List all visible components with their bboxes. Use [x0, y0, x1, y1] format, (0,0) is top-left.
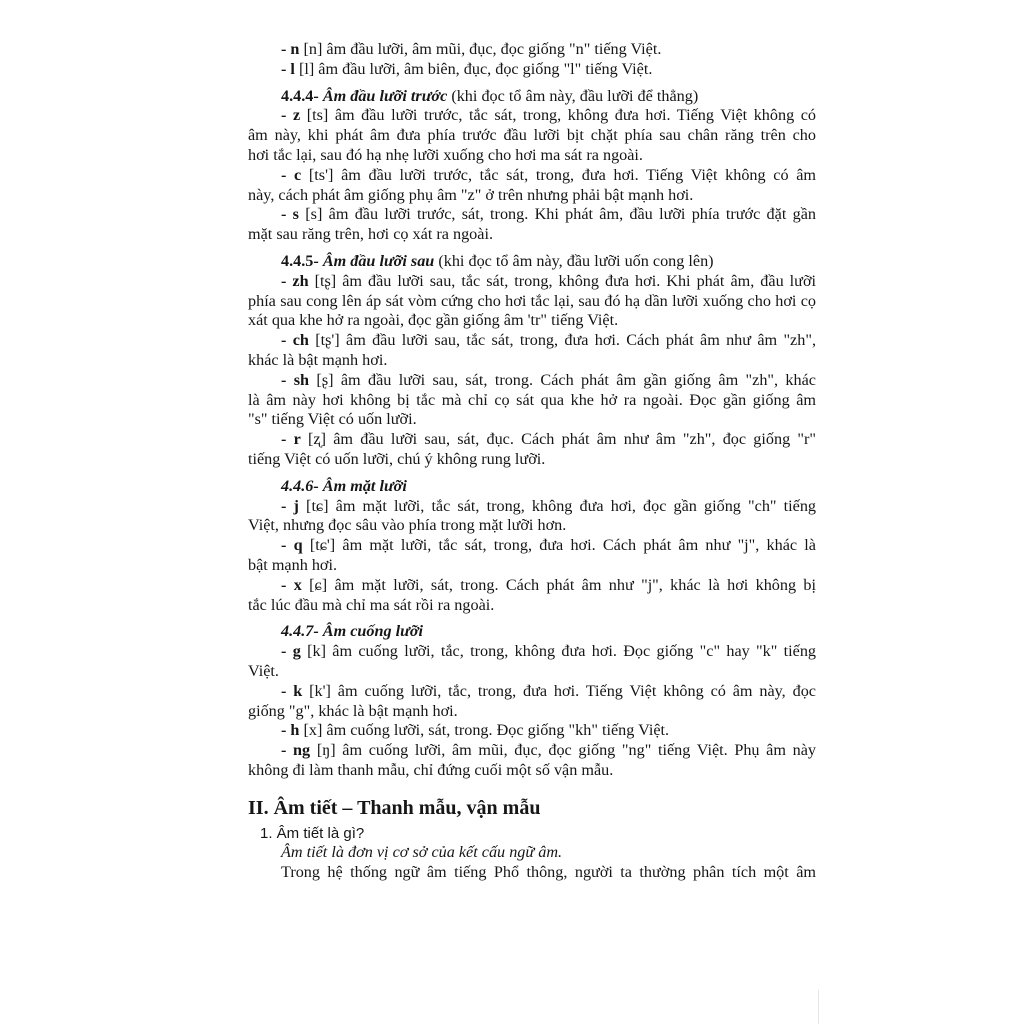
entry-zh-line-1: - zh [tʂ] âm đầu lưỡi sau, tắc sát, trong, không đưa hơi. Khi phát âm, đầu lưỡi: [281, 271, 816, 290]
entry-ng-line-1: - ng [ŋ] âm cuống lưỡi, âm mũi, đục, đọc giống "ng" tiếng Việt. Phụ âm này: [281, 741, 816, 760]
entry-s-line-2: mặt sau răng trên, hơi cọ xát ra ngoài.: [248, 225, 493, 244]
section-4-4-4-heading: 4.4.4- Âm đầu lưỡi trước (khi đọc tổ âm này, đầu lưỡi để thẳng): [281, 86, 699, 105]
section-ii-heading: II. Âm tiết – Thanh mẫu, vận mẫu: [248, 796, 541, 819]
entry-q-line-1: - q [tɕ'] âm mặt lưỡi, tắc sát, trong, đưa hơi. Cách phát âm như "j", khác là: [281, 536, 816, 555]
entry-x-line-1: - x [ɕ] âm mặt lưỡi, sát, trong. Cách phát âm như "j", khác là hơi không bị: [281, 575, 816, 594]
entry-sh-line-2: là âm này hơi không bị tắc mà chỉ cọ sát qua khe hở ra ngoài. Đọc gần giống âm: [248, 390, 816, 409]
entry-ch-line-1: - ch [tʂ'] âm đầu lưỡi sau, tắc sát, trong, đưa hơi. Cách phát âm như âm "zh",: [281, 331, 816, 350]
entry-c-line-2: này, cách phát âm giống phụ âm "z" ở trên nhưng phải bật mạnh hơi.: [248, 185, 694, 204]
entry-sh-line-1: - sh [ʂ] âm đầu lưỡi sau, sát, trong. Cách phát âm gần giống âm "zh", khác: [281, 370, 816, 389]
entry-x-line-2: tắc lúc đầu mà chỉ ma sát rồi ra ngoài.: [248, 595, 495, 614]
entry-l: - l [l] âm đầu lưỡi, âm biên, đục, đọc giống "l" tiếng Việt.: [281, 59, 653, 78]
subsection-1-heading: 1. Âm tiết là gì?: [260, 824, 365, 842]
entry-c-line-1: - c [ts'] âm đầu lưỡi trước, tắc sát, trong, đưa hơi. Tiếng Việt không có âm: [281, 165, 817, 184]
entry-q-line-2: bật mạnh hơi.: [248, 555, 338, 574]
entry-j-line-2: Việt, nhưng đọc sâu vào phía trong mặt lưỡi hơn.: [248, 516, 567, 535]
entry-s-line-1: - s [s] âm đầu lưỡi trước, sát, trong. Khi phát âm, đầu lưỡi phía trước đặt gần: [281, 205, 816, 224]
entry-r-line-1: - r [ʐ] âm đầu lưỡi sau, sát, đục. Cách phát âm như âm "zh", đọc giống "r": [281, 430, 816, 449]
entry-n: - n [n] âm đầu lưỡi, âm mũi, đục, đọc giống "n" tiếng Việt.: [281, 40, 662, 58]
entry-z-line-2: âm này, khi phát âm đưa phía trước đầu lưỡi bịt chặt phía sau chân răng trên cho: [248, 126, 816, 145]
entry-r-line-2: tiếng Việt có uốn lưỡi, chú ý không rung lưỡi.: [248, 449, 546, 468]
text-column: [248, 40, 816, 883]
entry-ng-line-2: không đi làm thanh mẫu, chỉ đứng cuối một số vận mẫu.: [248, 760, 614, 779]
entry-z-line-1: - z [ts] âm đầu lưỡi trước, tắc sát, trong, không đưa hơi. Tiếng Việt không có: [281, 106, 817, 125]
entry-k-line-2: giống "g", khác là bật mạnh hơi.: [248, 701, 458, 720]
entry-g-line-2: Việt.: [248, 661, 279, 680]
section-4-4-7-heading: 4.4.7- Âm cuống lưỡi: [281, 622, 424, 641]
entry-g-line-1: - g [k] âm cuống lưỡi, tắc, trong, không đưa hơi. Đọc giống "c" hay "k" tiếng: [281, 642, 817, 661]
entry-k-line-1: - k [k'] âm cuống lưỡi, tắc, trong, đưa hơi. Tiếng Việt không có âm này, đọc: [281, 681, 816, 700]
scan-edge-line: [818, 990, 819, 1024]
entry-zh-line-2: phía sau cong lên áp sát vòm cứng cho hơi tắc lại, sau đó hạ dần lưỡi xuống cho hơi cọ: [248, 291, 816, 310]
section-4-4-5-heading: 4.4.5- Âm đầu lưỡi sau (khi đọc tổ âm này, đầu lưỡi uốn cong lên): [281, 251, 714, 270]
entry-h: - h [x] âm cuống lưỡi, sát, trong. Đọc giống "kh" tiếng Việt.: [281, 721, 670, 740]
entry-ch-line-2: khác là bật mạnh hơi.: [248, 350, 388, 369]
entry-sh-line-3: "s" tiếng Việt có uốn lưỡi.: [248, 410, 417, 429]
paragraph-last-line: Trong hệ thống ngữ âm tiếng Phổ thông, người ta thường phân tích một âm: [281, 863, 816, 882]
entry-zh-line-3: xát qua khe hở ra ngoài, đọc gần giống âm 'tr" tiếng Việt.: [248, 311, 619, 330]
definition-line: Âm tiết là đơn vị cơ sở của kết cấu ngữ âm.: [281, 843, 563, 862]
entry-j-line-1: - j [tɕ] âm mặt lưỡi, tắc sát, trong, không đưa hơi, đọc gần giống "ch" tiếng: [281, 496, 817, 515]
section-4-4-6-heading: 4.4.6- Âm mặt lưỡi: [281, 476, 407, 495]
entry-z-line-3: hơi tắc lại, sau đó hạ nhẹ lưỡi xuống cho hơi ma sát ra ngoài.: [248, 145, 643, 164]
